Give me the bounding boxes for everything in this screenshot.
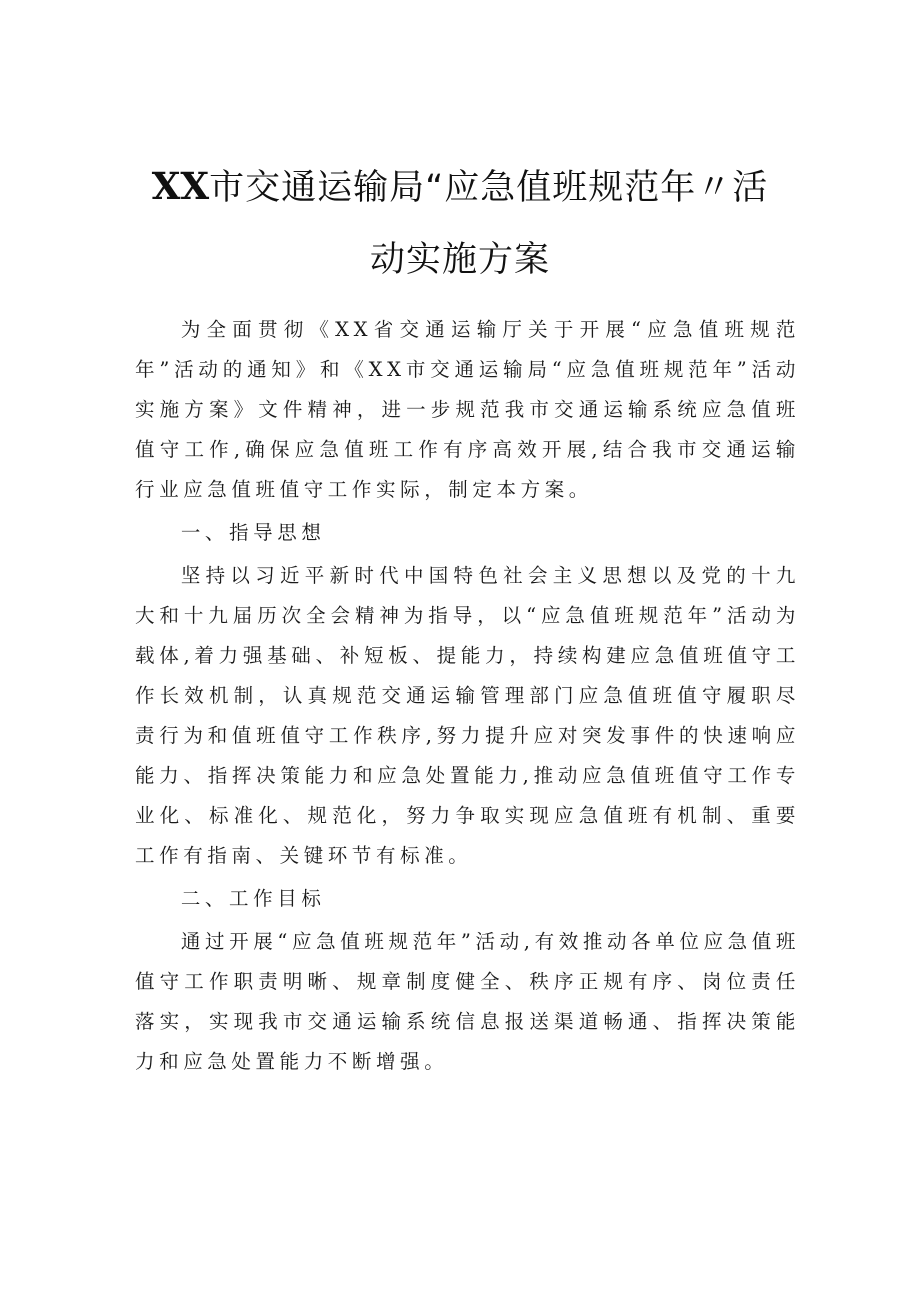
document-body [135,310,800,1082]
guiding-ideology-paragraph: 坚持以习近平新时代中国特色社会主义思想以及党的十九大和十九届历次全会精神为指导，以“应急值班规范年”活动为载体,着力强基础、补短板、提能力，持续构建应急值班值守工作长效机制，认真规范交通运输管理部门应急值班值守履职尽责行为和值班值守工作秩序,努力提升应对突发事件的快速响应能力、指挥决策能力和应急处置能力,推动应急值班值守工作专业化、标准化、规范化，努力争取实现应急值班有机制、重要工作有指南、关键环节有标准。 [135,564,800,867]
title-line-1-text: 市交通运输局“应急值班规范年〃活 [209,168,769,208]
section-heading-guiding-ideology: 一、指导思想 [180,521,326,544]
title-prefix: XX [151,164,210,208]
intro-paragraph: 为全面贯彻《XX省交通运输厅关于开展“应急值班规范年”活动的通知》和《XX市交通运输局“应急值班规范年”活动实施方案》文件精神，进一步规范我市交通运输系统应急值班值守工作,确保应急值班工作有序高效开展,结合我市交通运输行业应急值班值守工作实际，制定本方案。 [135,318,800,501]
work-goals-paragraph: 通过开展“应急值班规范年”活动,有效推动各单位应急值班值守工作职责明晰、规章制度健全、秩序正规有序、岗位责任落实，实现我市交通运输系统信息报送渠道畅通、指挥决策能力和应急处置能力不断增强。 [135,930,800,1073]
section-heading-work-goals: 二、工作目标 [180,887,326,910]
document-title [120,150,800,296]
title-line-1 [90,150,830,224]
title-line-2: 动实施方案 [369,240,550,280]
